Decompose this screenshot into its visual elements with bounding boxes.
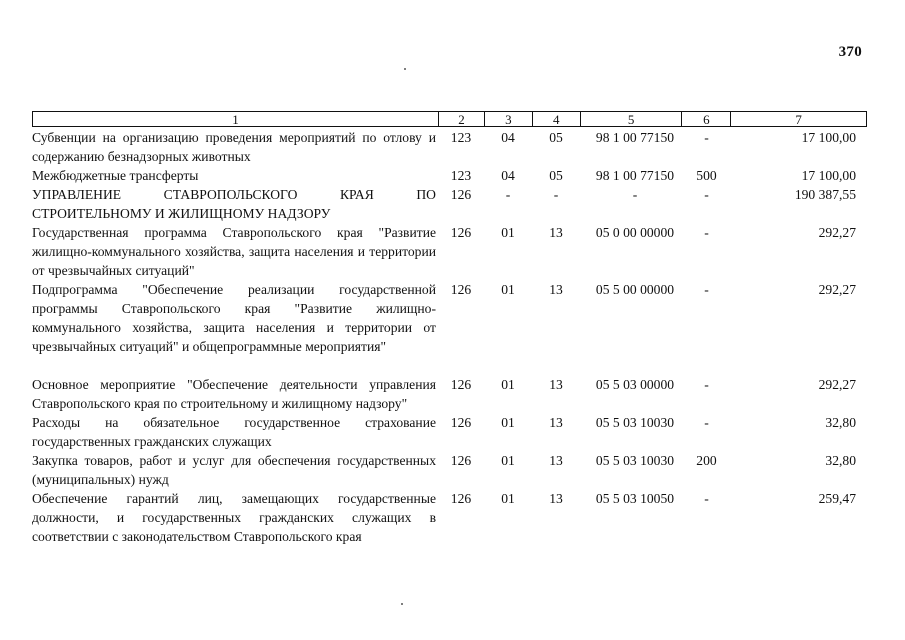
row-name: Обеспечение гарантий лиц, замещающих государственные должности, и государственных гражданских служащих в соответствии с законодательством Ставропольского края	[32, 491, 436, 544]
row-expense-type: 200	[696, 453, 717, 468]
row-subsection-code: 13	[549, 415, 563, 430]
scan-speck	[404, 68, 406, 70]
row-section-code: 04	[501, 130, 515, 145]
table-row	[32, 413, 867, 451]
row-subsection-code: -	[553, 187, 559, 202]
row-name: Государственная программа Ставропольского края "Развитие жилищно-коммунального хозяйства, защита населения и территории от чрезвычайных ситуаций"	[32, 225, 436, 278]
row-name: Основное мероприятие "Обеспечение деятельности управления Ставропольского края по строительному и жилищному надзору"	[32, 377, 436, 411]
row-target-code: 98 1 00 77150	[595, 130, 675, 145]
row-subsection-code: 13	[549, 225, 563, 240]
row-spacer	[32, 356, 867, 375]
row-expense-type: -	[704, 415, 709, 430]
row-ministry-code: 126	[450, 225, 472, 240]
row-amount: 292,27	[818, 282, 856, 297]
row-amount: 32,80	[825, 453, 856, 468]
row-section-code: 04	[501, 168, 515, 183]
budget-table-body	[32, 128, 867, 546]
row-subsection-code: 13	[549, 491, 563, 506]
header-col-7: 7	[730, 112, 866, 126]
row-name: Расходы на обязательное государственное страхование государственных гражданских служащих	[32, 415, 436, 449]
row-name: Межбюджетные трансферты	[32, 168, 199, 183]
row-target-code: 05 5 03 10030	[595, 415, 675, 430]
row-subsection-code: 05	[549, 130, 563, 145]
row-name: УПРАВЛЕНИЕ СТАВРОПОЛЬСКОГО КРАЯ ПО СТРОИТЕЛЬНОМУ И ЖИЛИЩНОМУ НАДЗОРУ	[32, 187, 436, 221]
row-ministry-code: 126	[450, 453, 472, 468]
header-col-3: 3	[484, 112, 532, 126]
row-name: Закупка товаров, работ и услуг для обеспечения государственных (муниципальных) нужд	[32, 453, 436, 487]
table-row	[32, 223, 867, 280]
row-amount: 292,27	[818, 225, 856, 240]
table-row	[32, 128, 867, 166]
row-ministry-code: 126	[450, 415, 472, 430]
table-row	[32, 375, 867, 413]
row-amount: 292,27	[818, 377, 856, 392]
row-target-code: 05 5 03 10050	[595, 491, 675, 506]
row-section-code: -	[505, 187, 511, 202]
row-section-code: 01	[501, 415, 515, 430]
row-amount: 17 100,00	[801, 168, 856, 183]
row-subsection-code: 05	[549, 168, 563, 183]
row-subsection-code: 13	[549, 377, 563, 392]
row-amount: 190 387,55	[794, 187, 856, 202]
row-name: Субвенции на организацию проведения мероприятий по отлову и содержанию безнадзорных животных	[32, 130, 436, 164]
row-expense-type: -	[704, 225, 709, 240]
row-expense-type: -	[704, 130, 709, 145]
row-ministry-code: 126	[450, 491, 472, 506]
row-section-code: 01	[501, 491, 515, 506]
row-subsection-code: 13	[549, 282, 563, 297]
row-section-code: 01	[501, 225, 515, 240]
table-row	[32, 185, 867, 223]
row-amount: 259,47	[818, 491, 856, 506]
header-col-6: 6	[681, 112, 730, 126]
row-expense-type: -	[704, 377, 709, 392]
row-target-code: 05 0 00 00000	[595, 225, 675, 240]
row-section-code: 01	[501, 377, 515, 392]
page-number: 370	[838, 44, 862, 60]
header-col-1: 1	[232, 112, 239, 127]
row-expense-type: 500	[696, 168, 717, 183]
row-ministry-code: 123	[450, 130, 472, 145]
row-section-code: 01	[501, 282, 515, 297]
row-target-code: 98 1 00 77150	[595, 168, 675, 183]
row-expense-type: -	[704, 187, 709, 202]
row-ministry-code: 126	[450, 187, 472, 202]
row-expense-type: -	[704, 491, 709, 506]
row-ministry-code: 126	[450, 282, 472, 297]
table-row	[32, 166, 867, 185]
row-target-code: 05 5 00 00000	[595, 282, 675, 297]
row-subsection-code: 13	[549, 453, 563, 468]
table-header	[32, 111, 867, 127]
row-amount: 17 100,00	[801, 130, 856, 145]
row-target-code: 05 5 03 10030	[595, 453, 675, 468]
table-row	[32, 489, 867, 546]
row-target-code: -	[632, 187, 638, 202]
header-col-4: 4	[532, 112, 580, 126]
table-row	[32, 451, 867, 489]
header-col-2: 2	[438, 112, 484, 126]
scan-speck	[401, 603, 403, 605]
table-row	[32, 280, 867, 356]
row-name: Подпрограмма "Обеспечение реализации государственной программы Ставропольского края "Развитие жилищно-коммунального хозяйства, защита населения и территории от чрезвычайных ситуаций" и общепрограммные мероприятия"	[32, 282, 436, 354]
row-ministry-code: 123	[450, 168, 472, 183]
row-expense-type: -	[704, 282, 709, 297]
row-target-code: 05 5 03 00000	[595, 377, 675, 392]
row-amount: 32,80	[825, 415, 856, 430]
row-section-code: 01	[501, 453, 515, 468]
header-col-5: 5	[580, 112, 682, 126]
row-ministry-code: 126	[450, 377, 472, 392]
